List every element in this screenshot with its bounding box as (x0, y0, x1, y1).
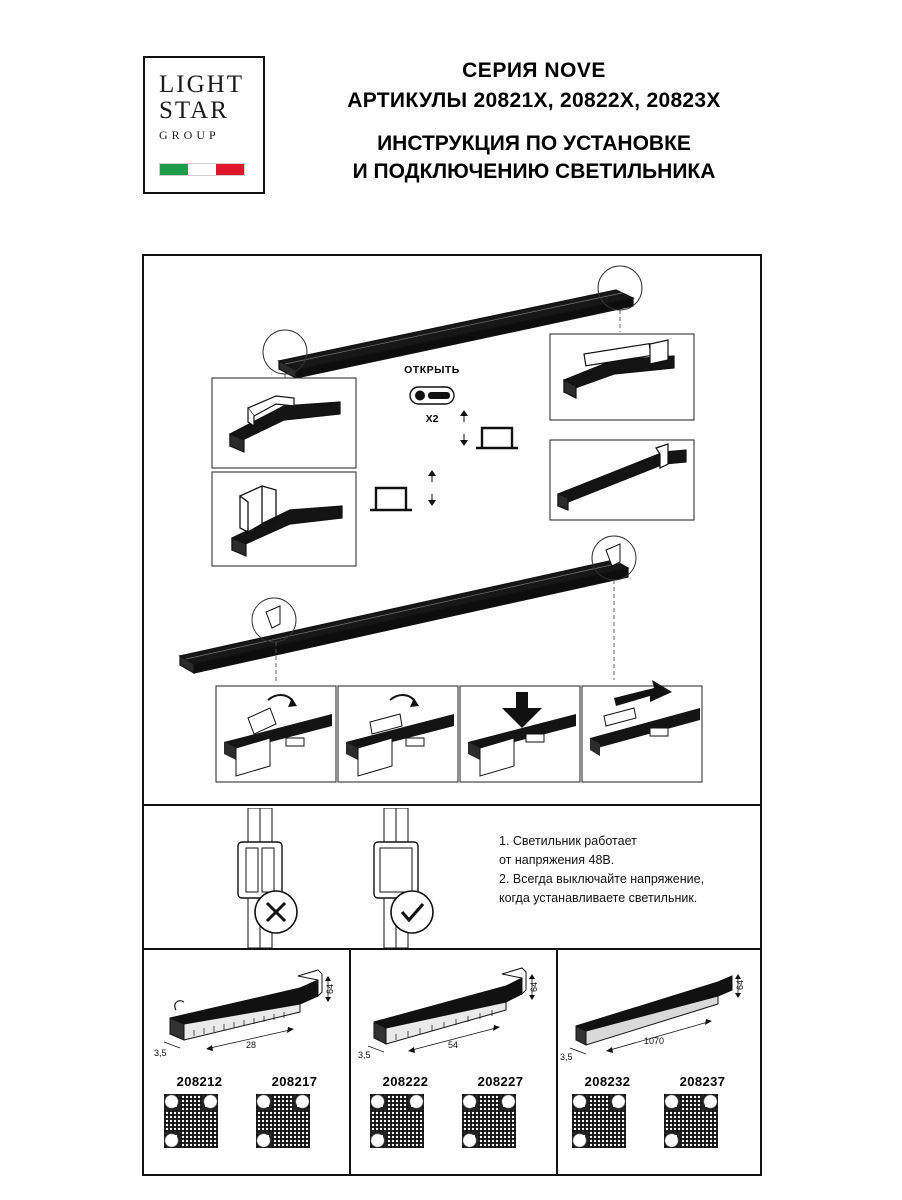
document-header (143, 56, 769, 206)
product-2-length-label: 54 (448, 1040, 459, 1050)
product-3-length-label: 1070 (644, 1036, 665, 1046)
product-2-codes (358, 1074, 548, 1089)
assembly-illustration (144, 256, 760, 802)
screwdriver-icon (384, 378, 480, 412)
product-2-height-label: 64 (529, 981, 539, 992)
product-drawing-1 (150, 952, 350, 1062)
product-3-codes (560, 1074, 750, 1089)
product-1-length-label: 28 (246, 1040, 257, 1050)
warning-2-line-1: 2. Всегда выключайте напряжение, (499, 872, 705, 886)
logo-line-star: STAR (159, 97, 229, 124)
warning-text-block (499, 832, 749, 908)
section-divider-2 (144, 948, 760, 950)
product-1-qr-a[interactable] (164, 1094, 218, 1148)
logo-line-group: GROUP (159, 128, 220, 142)
instruction-title-line1: ИНСТРУКЦИЯ ПО УСТАНОВКЕ (377, 132, 691, 155)
product-drawing-2 (356, 952, 556, 1062)
brand-logo (143, 56, 265, 194)
open-badge-label: ОТКРЫТЬ (404, 364, 460, 376)
product-2-depth-label: 3,5 (358, 1050, 371, 1060)
section-divider-1 (144, 804, 760, 806)
product-3-height-label: 64 (735, 979, 745, 990)
product-3-qr-b[interactable] (664, 1094, 718, 1148)
product-3-depth-label: 3,5 (560, 1052, 573, 1062)
warning-1-line-1: 1. Светильник работает (499, 834, 637, 848)
product-1-qr-b[interactable] (256, 1094, 310, 1148)
logo-line-light: LIGHT (159, 71, 244, 98)
product-2-code-b: 208227 (477, 1074, 524, 1089)
open-badge-count: X2 (425, 413, 439, 425)
product-2-qr-a[interactable] (370, 1094, 424, 1148)
product-2-qr-b[interactable] (462, 1094, 516, 1148)
product-3-code-a: 208232 (584, 1074, 631, 1089)
instruction-frame (142, 254, 762, 1176)
open-badge (384, 364, 480, 436)
product-1-codes (152, 1074, 342, 1089)
product-1-code-a: 208212 (176, 1074, 223, 1089)
product-3-qr-a[interactable] (572, 1094, 626, 1148)
product-1-height-label: 64 (325, 983, 335, 994)
warning-1-line-2: от напряжения 48В. (499, 853, 615, 867)
italian-flag-icon (159, 163, 245, 176)
product-1-code-b: 208217 (271, 1074, 318, 1089)
series-title: СЕРИЯ NOVE (462, 59, 606, 82)
warning-2-line-2: когда устанавливаете светильник. (499, 891, 698, 905)
instruction-title-line2: И ПОДКЛЮЧЕНИЮ СВЕТИЛЬНИКА (352, 160, 716, 183)
article-numbers: АРТИКУЛЫ 20821X, 20822X, 20823X (347, 89, 721, 112)
safety-illustration (172, 808, 492, 948)
product-1-depth-label: 3,5 (154, 1048, 167, 1058)
product-drawing-3 (558, 952, 758, 1062)
product-3-code-b: 208237 (679, 1074, 726, 1089)
product-2-code-a: 208222 (382, 1074, 429, 1089)
header-titles (299, 56, 769, 186)
